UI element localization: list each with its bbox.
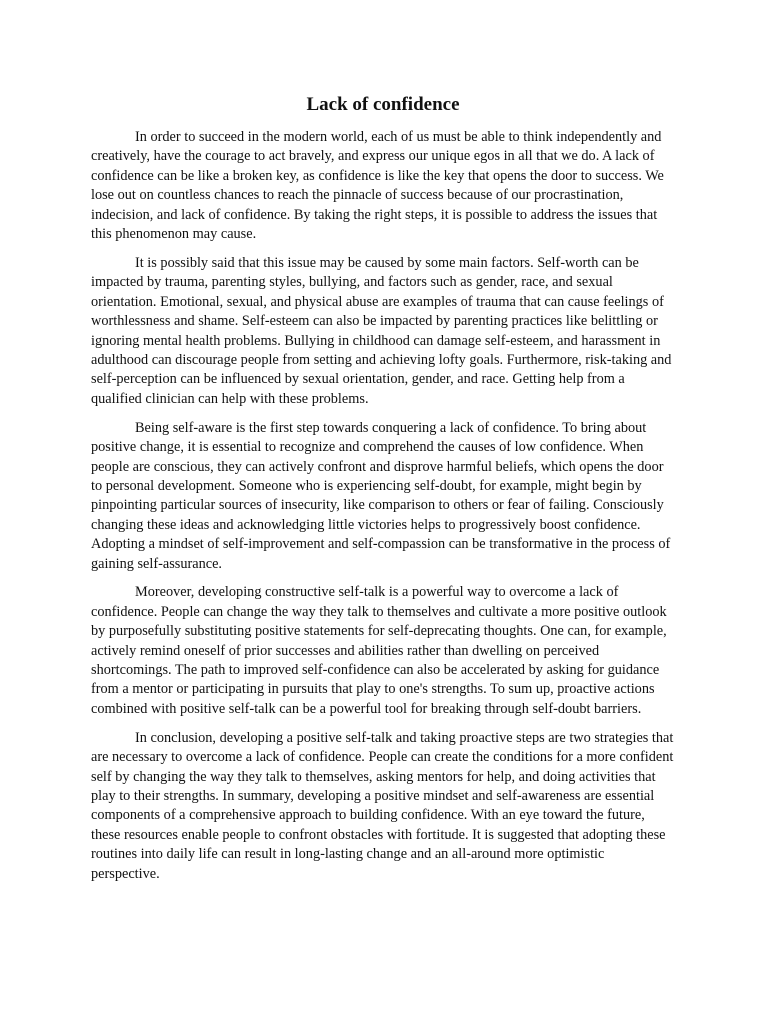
paragraph-conclusion: In conclusion, developing a positive self-talk and taking proactive steps are two strategies that are necessary to overcome a lack of confidence. People can create the conditions for a more confident self by changing the way they talk to themselves, asking mentors for help, and doing activities that play to their strengths. In summary, developing a positive mindset and self-awareness are essential components of a comprehensive approach to building confidence. With an eye toward the future, these resources enable people to confront obstacles with fortitude. It is suggested that adopting these routines into daily life can result in long-lasting change and an all-around more optimistic perspective.: [91, 729, 674, 882]
document-page: [91, 92, 675, 894]
paragraph-self-awareness: Being self-aware is the first step towards conquering a lack of confidence. To bring about positive change, it is essential to recognize and comprehend the causes of low confidence. When people are conscious, they can actively confront and disprove harmful beliefs, which opens the door to personal development. Someone who is experiencing self-doubt, for example, might begin by pinpointing particular sources of insecurity, like comparison to others or fear of failing. Consciously changing these ideas and acknowledging little victories helps to progressively boost confidence. Adopting a mindset of self-improvement and self-compassion can be transformative in the process of gaining self-assurance.: [91, 419, 671, 572]
paragraph-self-talk: Moreover, developing constructive self-talk is a powerful way to overcome a lack of confidence. People can change the way they talk to themselves and cultivate a more positive outlook by purposefully substituting positive statements for self-deprecating thoughts. One can, for example, actively remind oneself of prior successes and abilities rather than dwelling on perceived shortcomings. The path to improved self-confidence can also be accelerated by asking for guidance from a mentor or participating in pursuits that play to one's strengths. To sum up, proactive actions combined with positive self-talk can be a powerful tool for breaking through self-doubt barriers.: [91, 584, 667, 717]
paragraph-intro: In order to succeed in the modern world, each of us must be able to think independently and creatively, have the courage to act bravely, and express our unique egos in all that we do. A lack of confidence can be like a broken key, as confidence is like the key that opens the door to success. We lose out on countless chances to reach the pinnacle of success because of our procrastination, indecision, and lack of confidence. By taking the right steps, it is possible to address the issues that this phenomenon may cause.: [91, 129, 664, 243]
paragraph-causes: It is possibly said that this issue may be caused by some main factors. Self-worth can be impacted by trauma, parenting styles, bullying, and factors such as gender, race, and sexual orientation. Emotional, sexual, and physical abuse are examples of trauma that can cause feelings of worthlessness and shame. Self-esteem can also be impacted by parenting practices like belittling or ignoring mental health problems. Bullying in childhood can damage self-esteem, and harassment in adulthood can discourage people from setting and achieving lofty goals. Furthermore, risk-taking and self-perception can be influenced by sexual orientation, gender, and race. Getting help from a qualified clinician can help with these problems.: [91, 254, 672, 407]
document-title: Lack of confidence: [306, 94, 460, 115]
